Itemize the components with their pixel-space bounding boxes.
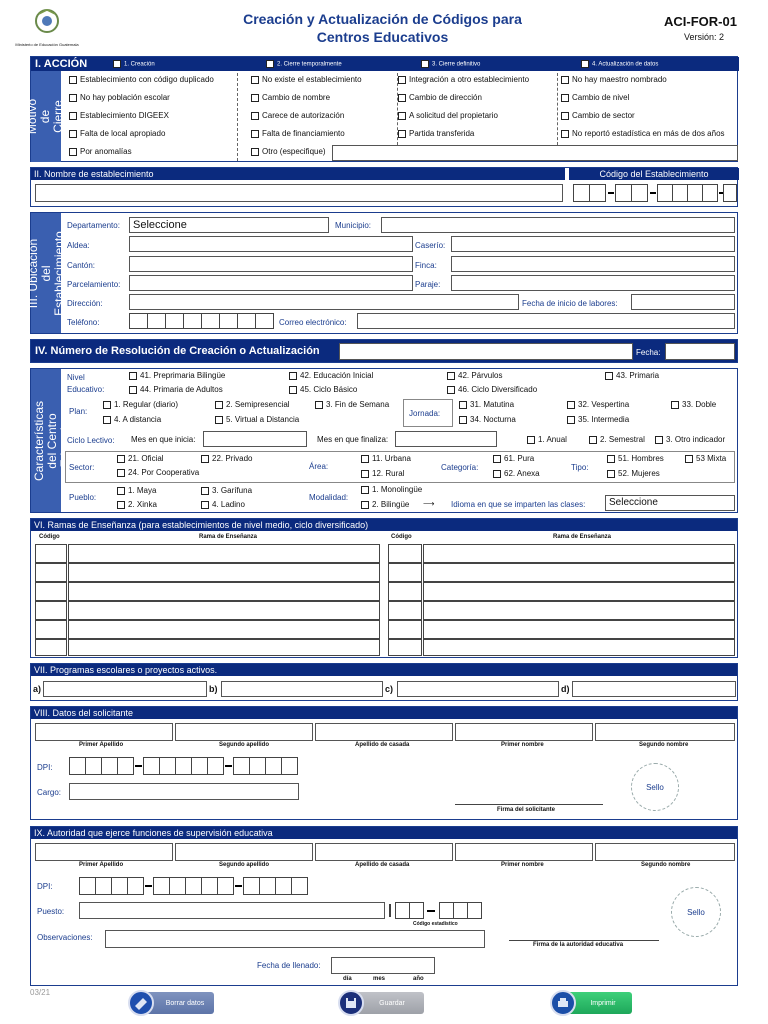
pueblo-label: Pueblo:	[69, 493, 97, 502]
jornada-31[interactable]: 31. Matutina	[459, 401, 514, 409]
motivo-2-3[interactable]: Carece de autorización	[251, 112, 344, 120]
motivo-1-1[interactable]: Establecimiento con código duplicado	[69, 76, 214, 84]
nivel-label: Nivel	[67, 373, 85, 382]
telefono-label: Teléfono:	[67, 318, 100, 327]
nivel-43[interactable]: 43. Primaria	[605, 372, 659, 380]
section-ubicacion	[25, 212, 738, 334]
section-ramas	[30, 518, 738, 658]
aut-sello-stamp: Sello	[671, 887, 721, 937]
area-urbana[interactable]: 11. Urbana	[361, 455, 411, 463]
accion-option-4[interactable]	[581, 60, 658, 68]
departamento-select[interactable]: Seleccione	[129, 217, 329, 233]
categoria-label: Categoría:	[441, 463, 479, 472]
motivo-2-2[interactable]: Cambio de nombre	[251, 94, 330, 102]
sol-primer-apellido[interactable]	[35, 723, 173, 741]
programa-d-label: d)	[561, 684, 570, 694]
motivo-1-3[interactable]: Establecimiento DIGEEX	[69, 112, 169, 120]
sector-24[interactable]: 24. Por Cooperativa	[117, 469, 199, 477]
ramas-codigo-header-right: Código	[391, 534, 412, 540]
aut-cap-3: Apellido de casada	[355, 862, 410, 868]
label: 3. Cierre definitivo	[432, 61, 481, 68]
ramas-title: VI. Ramas de Enseñanza (para establecimientos de nivel medio, ciclo diversificado)	[31, 519, 737, 531]
jornada-34[interactable]: 34. Nocturna	[459, 416, 516, 424]
section-autoridad	[30, 826, 738, 986]
nombre-input[interactable]	[35, 184, 563, 202]
programa-b-input[interactable]	[221, 681, 383, 697]
solicitante-title: VIII. Datos del solicitante	[31, 707, 737, 719]
programa-c-input[interactable]	[397, 681, 559, 697]
motivo-1-4[interactable]: Falta de local apropiado	[69, 130, 165, 138]
area-rural[interactable]: 12. Rural	[361, 470, 404, 478]
fecha-dia: día	[343, 976, 352, 982]
aldea-label: Aldea:	[67, 241, 90, 250]
pueblo-maya[interactable]: 1. Maya	[117, 487, 156, 495]
sol-apellido-casada[interactable]	[315, 723, 453, 741]
section-accion	[25, 56, 738, 162]
fecha-llenado-input[interactable]	[331, 957, 435, 974]
plan-1[interactable]: 1. Regular (diario)	[103, 401, 178, 409]
sol-firma-label: Firma del solicitante	[497, 807, 556, 813]
jornada-32[interactable]: 32. Vespertina	[567, 401, 629, 409]
sol-primer-nombre[interactable]	[455, 723, 593, 741]
eraser-icon	[128, 990, 154, 1016]
modalidad-label: Modalidad:	[309, 493, 349, 502]
checkbox[interactable]	[113, 60, 121, 68]
label: 2. Cierre temporalmente	[277, 61, 342, 68]
nombre-title: II. Nombre de establecimiento	[31, 168, 565, 180]
fecha-inicio-label: Fecha de inicio de labores:	[522, 299, 618, 308]
codigo-title: Código del Establecimiento	[569, 168, 739, 180]
programa-a-label: a)	[33, 684, 42, 694]
ciclo-label: Ciclo Lectivo:	[67, 436, 115, 445]
motivo-3-1[interactable]: Integración a otro establecimiento	[398, 76, 529, 84]
ramas-rama-header-left: Rama de Enseñanza	[199, 534, 258, 540]
sol-dpi-label: DPI:	[37, 763, 53, 772]
otro-especifique-input[interactable]	[332, 145, 738, 161]
tipo-53[interactable]: 53 Mixta	[685, 455, 726, 463]
section-nombre	[30, 167, 738, 207]
canton-input[interactable]	[129, 256, 413, 272]
motivo-3-2[interactable]: Cambio de dirección	[398, 94, 482, 102]
programa-a-input[interactable]	[43, 681, 207, 697]
aut-segundo-nombre[interactable]	[595, 843, 735, 861]
caserio-label: Caserío:	[415, 241, 446, 250]
checkbox[interactable]	[581, 60, 589, 68]
accion-option-3[interactable]	[421, 60, 480, 68]
aut-cap-1: Primer Apellido	[79, 862, 124, 868]
borrar-datos-button[interactable]: Borrar datos	[136, 992, 214, 1014]
sol-cap-4: Primer nombre	[501, 742, 544, 748]
checkbox[interactable]	[266, 60, 274, 68]
caracteristicas-side-label: V. Características del Centro Educativo	[31, 369, 61, 512]
motivo-4-4[interactable]: No reportó estadística en más de dos años	[561, 130, 725, 138]
form-title-line2: Centros Educativos	[316, 29, 449, 45]
idioma-select[interactable]: Seleccione	[605, 495, 735, 511]
sector-21[interactable]: 21. Oficial	[117, 455, 164, 463]
parcelamiento-label: Parcelamiento:	[67, 280, 121, 289]
nivel-42-inicial[interactable]: 42. Educación Inicial	[289, 372, 373, 380]
sol-cargo-input[interactable]	[69, 783, 299, 800]
sol-cargo-label: Cargo:	[37, 788, 62, 797]
aut-segundo-apellido[interactable]	[175, 843, 313, 861]
tipo-51[interactable]: 51. Hombres	[607, 455, 664, 463]
categoria-62[interactable]: 62. Anexa	[493, 470, 540, 478]
codigo-cells[interactable]	[573, 184, 737, 202]
form-code: ACI-FOR-01	[664, 14, 737, 29]
motivo-1-2[interactable]: No hay población escolar	[69, 94, 170, 102]
jornada-label: Jornada:	[409, 409, 441, 418]
form-title-line1: Creación y Actualización de Códigos para	[243, 11, 522, 27]
aut-puesto-input[interactable]	[79, 902, 385, 919]
tipo-label: Tipo:	[571, 463, 589, 472]
motivo-side-label: Motivo de Cierre	[31, 71, 61, 162]
page-number: 03/21	[30, 988, 51, 997]
section-programas	[30, 663, 738, 701]
section-solicitante	[30, 706, 738, 820]
sol-segundo-nombre[interactable]	[595, 723, 735, 741]
aut-codigo-cells[interactable]	[389, 902, 485, 919]
printer-icon	[550, 990, 576, 1016]
ciclo-anual[interactable]: 1. Anual	[527, 436, 567, 444]
motivo-4-3[interactable]: Cambio de sector	[561, 112, 635, 120]
plan-4[interactable]: 4. A distancia	[103, 416, 161, 424]
aut-observaciones-label: Observaciones:	[37, 933, 93, 942]
pueblo-ladino[interactable]: 4. Ladino	[201, 501, 245, 509]
municipio-label: Municipio:	[335, 221, 372, 230]
nivel-41[interactable]: 41. Preprimaria Bilingüe	[129, 372, 225, 380]
categoria-61[interactable]: 61. Pura	[493, 455, 534, 463]
plan-3[interactable]: 3. Fin de Semana	[315, 401, 389, 409]
direccion-input[interactable]	[129, 294, 519, 310]
section-caracteristicas	[19, 368, 738, 513]
programa-b-label: b)	[209, 684, 218, 694]
resolucion-fecha-label: Fecha:	[636, 348, 661, 357]
ministry-name: Ministerio de Educación Guatemala	[15, 42, 79, 47]
ubicacion-side-label: III. Ubicación del Establecimiento	[31, 213, 61, 333]
finca-label: Finca:	[415, 261, 437, 270]
sol-cap-1: Primer Apellido	[79, 742, 124, 748]
aut-puesto-label: Puesto:	[37, 907, 65, 916]
pueblo-xinka[interactable]: 2. Xinka	[117, 501, 157, 509]
aut-observaciones-input[interactable]	[105, 930, 485, 948]
sol-firma-line	[455, 804, 603, 805]
form-version: Versión: 2	[684, 32, 725, 42]
nivel-42-parvulos[interactable]: 42. Párvulos	[447, 372, 502, 380]
motivo-2-1[interactable]: No existe el establecimiento	[251, 76, 362, 84]
motivo-3-4[interactable]: Partida transferida	[398, 130, 474, 138]
motivo-4-2[interactable]: Cambio de nivel	[561, 94, 629, 102]
programas-title: VII. Programas escolares o proyectos activos.	[31, 664, 737, 676]
pueblo-garifuna[interactable]: 3. Garífuna	[201, 487, 252, 495]
fecha-llenado-label: Fecha de llenado:	[257, 961, 321, 970]
sol-cap-3: Apellido de casada	[355, 742, 410, 748]
programa-d-input[interactable]	[572, 681, 736, 697]
parcelamiento-input[interactable]	[129, 275, 413, 291]
ramas-codigo-header-left: Código	[39, 534, 60, 540]
municipio-input[interactable]	[381, 217, 735, 233]
finca-input[interactable]	[451, 256, 735, 272]
educativo-label: Educativo:	[67, 385, 105, 394]
area-label: Área:	[309, 462, 329, 471]
checkbox[interactable]	[421, 60, 429, 68]
sol-cap-5: Segundo nombre	[639, 742, 689, 748]
fecha-mes: mes	[373, 976, 386, 982]
fecha-anio: año	[413, 976, 424, 982]
sol-cap-2: Segundo apellido	[219, 742, 270, 748]
accion-title: I. ACCIÓN	[35, 58, 88, 70]
resolucion-fecha-input[interactable]	[665, 343, 735, 360]
programa-c-label: c)	[385, 684, 394, 694]
aut-firma-line	[509, 940, 659, 941]
autoridad-title: IX. Autoridad que ejerce funciones de supervisión educativa	[31, 827, 737, 839]
telefono-cells[interactable]	[129, 313, 274, 329]
imprimir-button[interactable]: Imprimir	[556, 992, 632, 1014]
accion-option-1[interactable]	[113, 60, 155, 68]
mes-inicia-input[interactable]	[203, 431, 307, 447]
arrow-icon: ⟶	[423, 499, 435, 508]
ministry-logo	[30, 8, 64, 42]
fecha-inicio-input[interactable]	[631, 294, 735, 310]
resolucion-title: IV. Número de Resolución de Creación o Actualización	[35, 345, 320, 357]
ramas-grid[interactable]	[35, 543, 735, 657]
aut-cap-2: Segundo apellido	[219, 862, 270, 868]
aut-cap-5: Segundo nombre	[641, 862, 691, 868]
plan-label: Plan:	[69, 407, 88, 416]
sector-label: Sector:	[69, 463, 95, 472]
sector-22[interactable]: 22. Privado	[201, 455, 252, 463]
correo-input[interactable]	[357, 313, 735, 329]
direccion-label: Dirección:	[67, 299, 103, 308]
jornada-33[interactable]: 33. Doble	[671, 401, 716, 409]
aut-dpi-cells[interactable]	[79, 877, 309, 895]
nivel-45[interactable]: 45. Ciclo Básico	[289, 386, 357, 394]
save-icon	[338, 990, 364, 1016]
ciclo-otro[interactable]: 3. Otro indicador	[655, 436, 725, 444]
motivo-3-3[interactable]: A solicitud del propietario	[398, 112, 498, 120]
aldea-input[interactable]	[129, 236, 413, 252]
nivel-44[interactable]: 44. Primaria de Adultos	[129, 386, 223, 394]
ciclo-semestral[interactable]: 2. Semestral	[589, 436, 645, 444]
accion-option-2[interactable]	[266, 60, 342, 68]
motivo-2-4[interactable]: Falta de financiamiento	[251, 130, 345, 138]
aut-primer-apellido[interactable]	[35, 843, 173, 861]
motivo-2-5[interactable]: Otro (especifique)	[251, 148, 326, 156]
motivo-4-1[interactable]: No hay maestro nombrado	[561, 76, 667, 84]
sol-dpi-cells[interactable]	[69, 757, 299, 775]
paraje-label: Paraje:	[415, 280, 441, 289]
ramas-rama-header-right: Rama de Enseñanza	[553, 534, 612, 540]
aut-cap-4: Primer nombre	[501, 862, 544, 868]
aut-apellido-casada[interactable]	[315, 843, 453, 861]
departamento-label: Departamento:	[67, 221, 120, 230]
plan-2[interactable]: 2. Semipresencial	[215, 401, 290, 409]
label: 4. Actualización de datos	[592, 61, 659, 68]
aut-firma-label: Firma de la autoridad educativa	[533, 942, 624, 948]
correo-label: Correo electrónico:	[279, 318, 347, 327]
resolucion-input[interactable]	[339, 343, 633, 360]
modalidad-mono[interactable]: 1. Monolingüe	[361, 486, 422, 494]
aut-dpi-label: DPI:	[37, 882, 53, 891]
canton-label: Cantón:	[67, 261, 96, 270]
guardar-button[interactable]: Guardar	[346, 992, 424, 1014]
section-resolucion	[30, 339, 738, 363]
nivel-46[interactable]: 46. Ciclo Diversificado	[447, 386, 537, 394]
plan-5[interactable]: 5. Virtual a Distancia	[215, 416, 299, 424]
idioma-label: Idioma en que se imparten las clases:	[451, 500, 586, 509]
sol-sello-stamp: Sello	[631, 763, 679, 811]
aut-codigo-est-label: Código estadístico	[413, 921, 458, 927]
motivo-1-5[interactable]: Por anomalías	[69, 148, 132, 156]
aut-primer-nombre[interactable]	[455, 843, 593, 861]
paraje-input[interactable]	[451, 275, 735, 291]
modalidad-bilingue[interactable]: 2. Bilingüe	[361, 501, 409, 509]
tipo-52[interactable]: 52. Mujeres	[607, 470, 660, 478]
caserio-input[interactable]	[451, 236, 735, 252]
mes-finaliza-label: Mes en que finaliza:	[317, 435, 389, 444]
jornada-35[interactable]: 35. Intermedia	[567, 416, 629, 424]
mes-finaliza-input[interactable]	[395, 431, 497, 447]
mes-inicia-label: Mes en que inicia:	[131, 435, 196, 444]
label: 1. Creación	[124, 61, 155, 68]
sol-segundo-apellido[interactable]	[175, 723, 313, 741]
